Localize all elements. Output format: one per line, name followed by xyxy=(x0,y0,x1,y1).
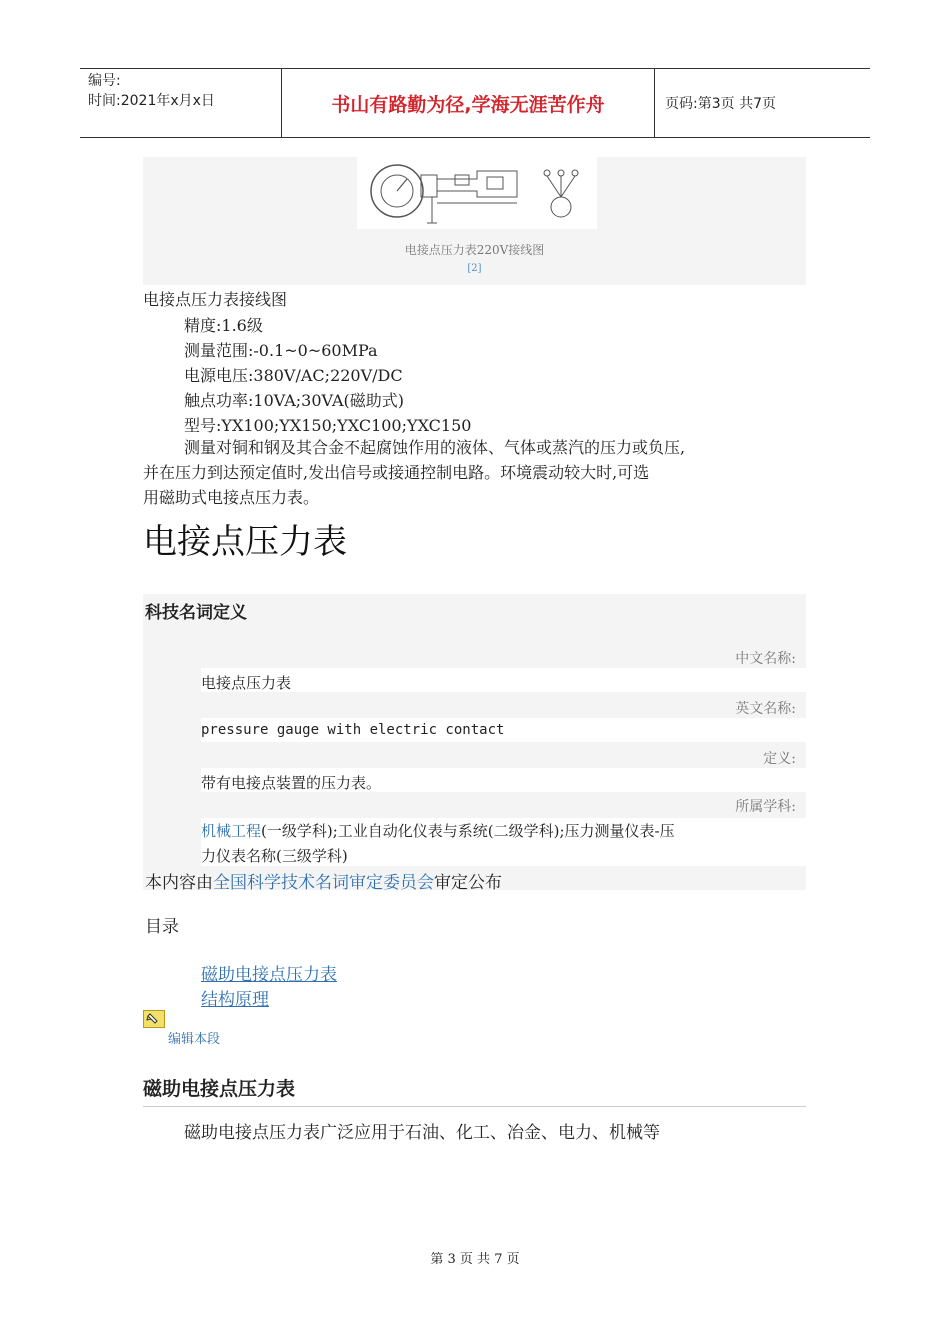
subject-line-2: 力仪表名称(三级学科) xyxy=(201,847,348,865)
intro-desc-line-3: 用磁助式电接点压力表。 xyxy=(143,488,320,507)
toc-label: 目录 xyxy=(145,917,179,937)
figure-caption: 电接点压力表220V接线图 xyxy=(404,243,545,257)
spec-power: 触点功率:10VA;30VA(磁助式) xyxy=(184,391,405,410)
time-label: 时间:2021年x月x日 xyxy=(88,93,215,109)
intro-heading: 电接点压力表接线图 xyxy=(143,290,288,309)
number-label: 编号: xyxy=(88,73,121,89)
intro-desc-line-2: 并在压力到达预定值时,发出信号或接通控制电路。环境震动较大时,可选 xyxy=(143,463,650,482)
wiring-diagram-image xyxy=(357,157,597,229)
subject-label: 所属学科: xyxy=(735,799,796,815)
en-name-label: 英文名称: xyxy=(735,701,796,717)
toc-item-magnetic[interactable]: 磁助电接点压力表 xyxy=(201,965,337,985)
section-divider xyxy=(143,1106,806,1107)
cn-name-value: 电接点压力表 xyxy=(201,674,292,692)
definition-label: 定义: xyxy=(763,751,796,767)
header-motto: 书山有路勤为径,学海无涯苦作舟 xyxy=(282,69,655,137)
spec-voltage: 电源电压:380V/AC;220V/DC xyxy=(184,366,403,385)
definition-value: 带有电接点装置的压力表。 xyxy=(201,774,382,792)
en-name-value: pressure gauge with electric contact xyxy=(201,722,505,738)
header-meta xyxy=(80,69,282,137)
cn-name-label: 中文名称: xyxy=(735,651,796,667)
header-page-info: 页码:第3页 共7页 xyxy=(665,96,776,112)
definition-box xyxy=(143,594,806,893)
spec-range: 测量范围:-0.1~0~60MPa xyxy=(184,341,378,360)
subject-rest-1: (一级学科);工业自动化仪表与系统(二级学科);压力测量仪表-压 xyxy=(261,822,675,840)
intro-desc-line-1: 测量对铜和钢及其合金不起腐蚀作用的液体、气体或蒸汽的压力或负压, xyxy=(184,438,686,457)
page-header xyxy=(80,68,870,138)
source-prefix: 本内容由 xyxy=(145,873,213,893)
edit-icon[interactable] xyxy=(143,1010,165,1028)
source-link[interactable]: 全国科学技术名词审定委员会 xyxy=(213,873,434,893)
subject-line-1 xyxy=(201,820,675,841)
edit-section-link[interactable]: 编辑本段 xyxy=(168,1032,221,1047)
definition-heading: 科技名词定义 xyxy=(145,603,247,623)
page-footer: 第 3 页 共 7 页 xyxy=(430,1252,520,1267)
main-title: 电接点压力表 xyxy=(143,522,347,562)
wiring-figure xyxy=(143,157,806,285)
wiring-diagram-icon xyxy=(357,157,597,229)
spec-model: 型号:YX100;YX150;YXC100;YXC150 xyxy=(184,416,472,435)
section-text: 磁助电接点压力表广泛应用于石油、化工、冶金、电力、机械等 xyxy=(184,1123,660,1143)
spec-accuracy: 精度:1.6级 xyxy=(184,316,263,335)
source-suffix: 审定公布 xyxy=(434,873,502,893)
source-line xyxy=(145,868,502,893)
figure-reference-link[interactable]: [2] xyxy=(467,263,482,274)
section-title: 磁助电接点压力表 xyxy=(143,1078,296,1100)
toc-item-structure[interactable]: 结构原理 xyxy=(201,990,269,1010)
subject-link[interactable]: 机械工程 xyxy=(201,822,262,840)
